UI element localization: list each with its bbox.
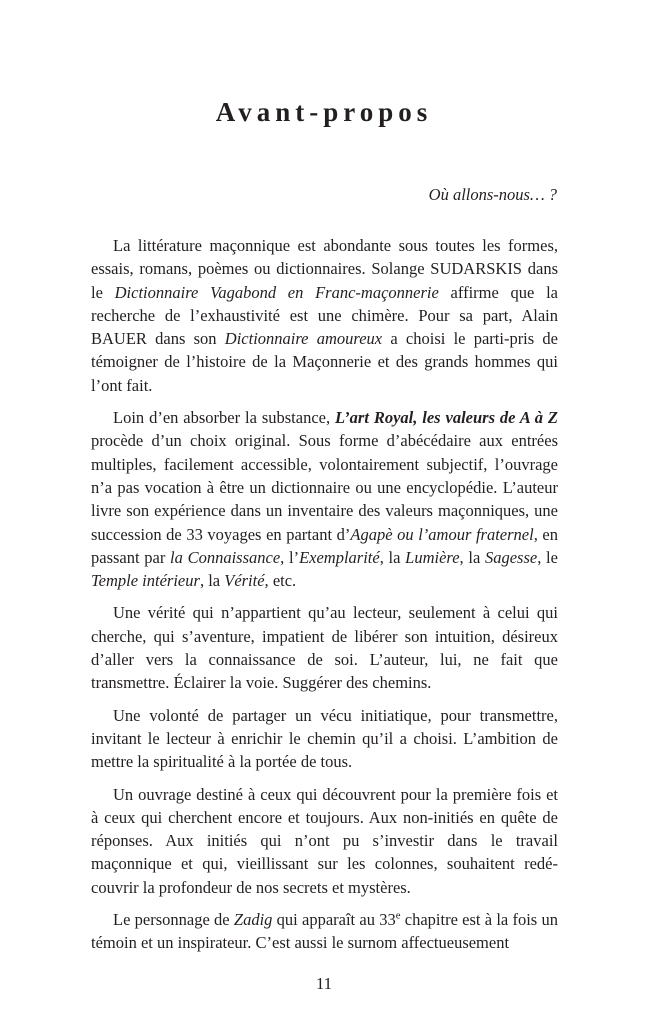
paragraph-6 [91,908,558,955]
text-span: chapitre est à la fois un témoin et un inspirateur. C’est aussi le surnom affectueusement [91,910,558,953]
page-number: 11 [315,974,333,993]
text-span: Loin d’en absorber la substance, [113,408,335,428]
character-name-italic: Zadig [233,910,273,930]
text-span: affirme que la recherche de l’exhaustivité est une chimère. Pour sa part, Alain BAUER dans son [91,282,558,349]
epigraph: Où allons-nous… ? [428,185,557,204]
paragraph-2 [91,406,558,592]
text-span: Le personnage de [113,910,234,930]
text-span: , en passant par [91,524,558,567]
paragraph-5: Un ouvrage destiné à ceux qui découvrent pour la première fois et à ceux qui cherchent encore et toujours. Aux non-initiés en quête de réponses. Aux initiés qui n’ont pu s’investir dans le travail maçonnique et qui, vieillissant sur les colonnes, souhaitent redécouvrir la profondeur de nos secrets et mystères. [91,784,558,897]
text-span: , la [199,571,225,591]
chapter-title-italic: Sagesse [484,547,538,567]
text-span: a choisi le parti-pris de témoigner de l’histoire de la Maçonnerie et des grands hommes qui l’ont fait. [91,329,558,395]
text-span: , l’ [280,547,300,567]
chapter-title-italic: Exemplarité [299,547,380,567]
chapter-title-italic: Vérité, [224,571,269,591]
book-title-bold: L’art Royal, les valeurs de A à Z [335,408,559,428]
text-span: , la [379,547,406,567]
paragraph-4: Une volonté de partager un vécu initiatique, pour transmettre, invitant le lecteur à enrichir le chemin qu’il a choisi. L’ambition de mettre la spiritualité à la portée de tous. [91,705,558,772]
chapter-title-italic: la Connaissance [170,547,281,567]
superscript: e [395,909,401,922]
chapter-title-italic: Agapè ou l’amour fraternel [350,524,534,544]
page-title: Avant-propos [215,97,433,127]
book-title-italic: Dictionnaire amoureux [224,329,383,349]
text-span: , le [537,547,558,567]
text-span: etc. [268,571,297,591]
text-span: La littérature maçonnique est abondante sous toutes les formes, essais, romans, poèmes ou dictionnaires. Solange SUDARSKIS dans le [91,236,558,302]
chapter-title-italic: Lumière [405,547,460,567]
paragraph-1 [91,234,558,397]
text-span: procède d’un choix original. Sous forme d’abécédaire aux entrées multiples, facilement accessible, volontairement subjectif, l’ouvrage n’a pas vocation à être un dictionnaire ou une encyclopédie. L’auteur livre son expérience dans un inventaire des valeurs maçonniques, une succession de 33 voyages en partant d’ [91,431,558,544]
book-title-italic: Dictionnaire Vagabond en Franc-maçonnerie [114,282,439,302]
body-text [91,234,558,964]
text-span: qui apparaît au 33 [272,910,396,930]
chapter-title-italic: Temple intérieur [91,571,200,591]
paragraph-3: Une vérité qui n’appartient qu’au lecteur, seulement à celui qui cherche, qui s’aventure, impatient de libérer son intuition, désireux d’aller vers la connaissance de soi. L’auteur, lui, ne fait que transmettre. Éclairer la voie. Suggérer des chemins. [91,603,558,693]
text-span: , la [459,547,485,567]
